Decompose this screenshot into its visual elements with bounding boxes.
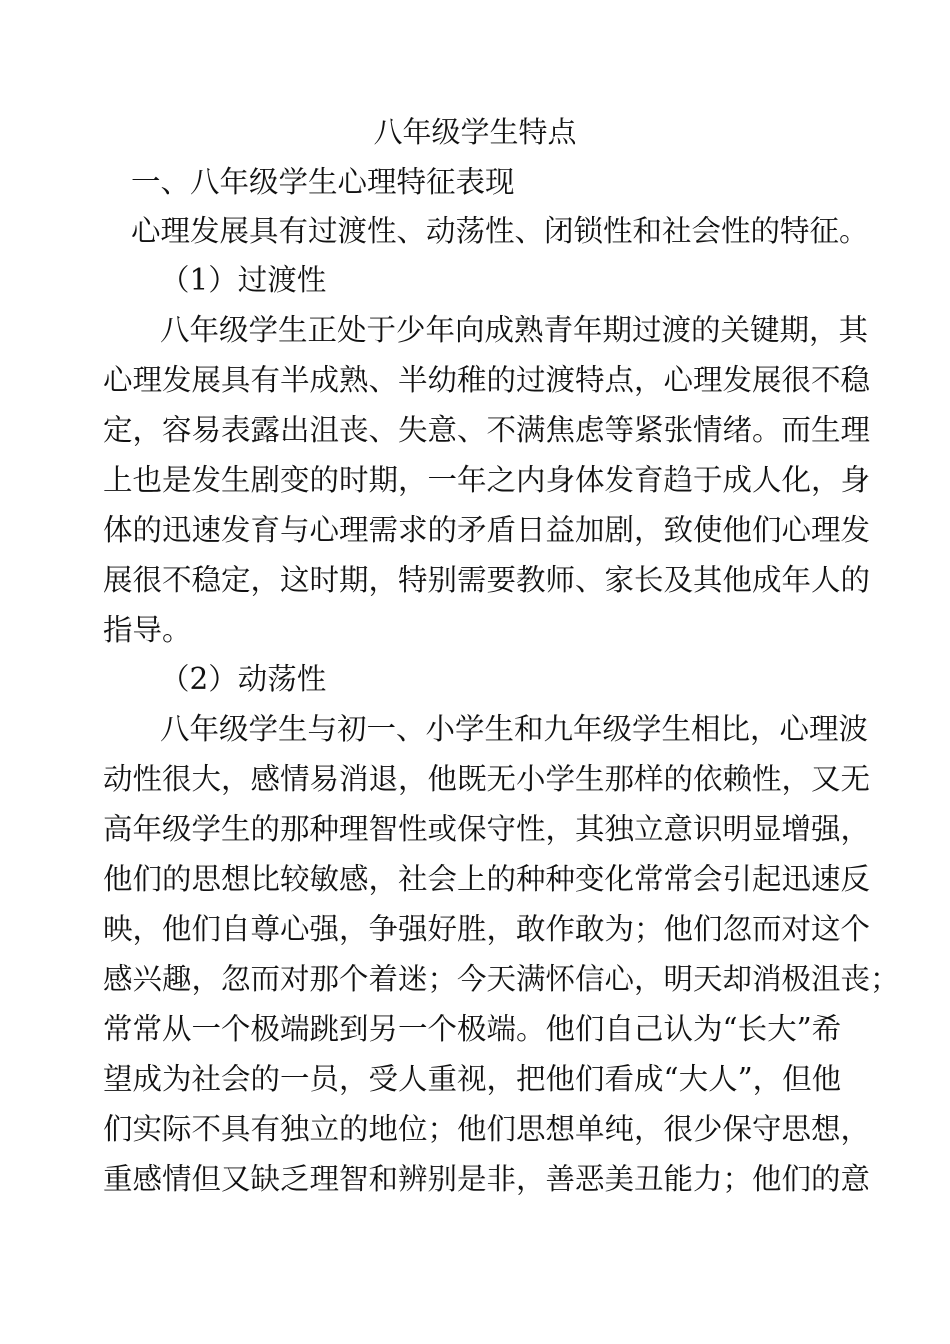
paragraph-line: 指导。 <box>103 613 192 647</box>
subheading-turbulent: （2）动荡性 <box>160 662 327 696</box>
paragraph-line: 定，容易表露出沮丧、失意、不满焦虑等紧张情绪。而生理 <box>103 413 871 447</box>
paragraph-line: 心理发展具有半成熟、半幼稚的过渡特点，心理发展很不稳 <box>103 363 871 397</box>
paragraph-line: 重感情但又缺乏理智和辨别是非，善恶美丑能力；他们的意 <box>103 1162 871 1196</box>
paragraph-line: 常常从一个极端跳到另一个极端。他们自己认为“长大”希 <box>103 1012 842 1046</box>
paragraph-line: 上也是发生剧变的时期，一年之内身体发育趋于成人化，身 <box>103 463 871 497</box>
subheading-transitional: （1）过渡性 <box>160 263 327 297</box>
intro-paragraph: 心理发展具有过渡性、动荡性、闭锁性和社会性的特征。 <box>131 214 869 248</box>
paragraph-line: 望成为社会的一员，受人重视，把他们看成“大人”，但他 <box>103 1062 842 1096</box>
paragraph-line: 动性很大，感情易消退，他既无小学生那样的依赖性，又无 <box>103 762 871 796</box>
paragraph-line: 八年级学生正处于少年向成熟青年期过渡的关键期，其 <box>160 313 869 347</box>
paragraph-line: 映，他们自尊心强，争强好胜，敢作敢为；他们忽而对这个 <box>103 912 871 946</box>
section-heading: 一、八年级学生心理特征表现 <box>131 165 515 199</box>
paragraph-line: 展很不稳定，这时期，特别需要教师、家长及其他成年人的 <box>103 563 871 597</box>
page-title: 八年级学生特点 <box>373 115 577 149</box>
paragraph-line: 们实际不具有独立的地位；他们思想单纯，很少保守思想， <box>103 1112 871 1146</box>
paragraph-line: 八年级学生与初一、小学生和九年级学生相比，心理波 <box>160 712 869 746</box>
paragraph-line: 他们的思想比较敏感，社会上的种种变化常常会引起迅速反 <box>103 862 871 896</box>
paragraph-line: 体的迅速发育与心理需求的矛盾日益加剧，致使他们心理发 <box>103 513 871 547</box>
paragraph-line: 感兴趣，忽而对那个着迷；今天满怀信心，明天却消极沮丧； <box>103 962 900 996</box>
paragraph-line: 高年级学生的那种理智性或保守性，其独立意识明显增强， <box>103 812 871 846</box>
